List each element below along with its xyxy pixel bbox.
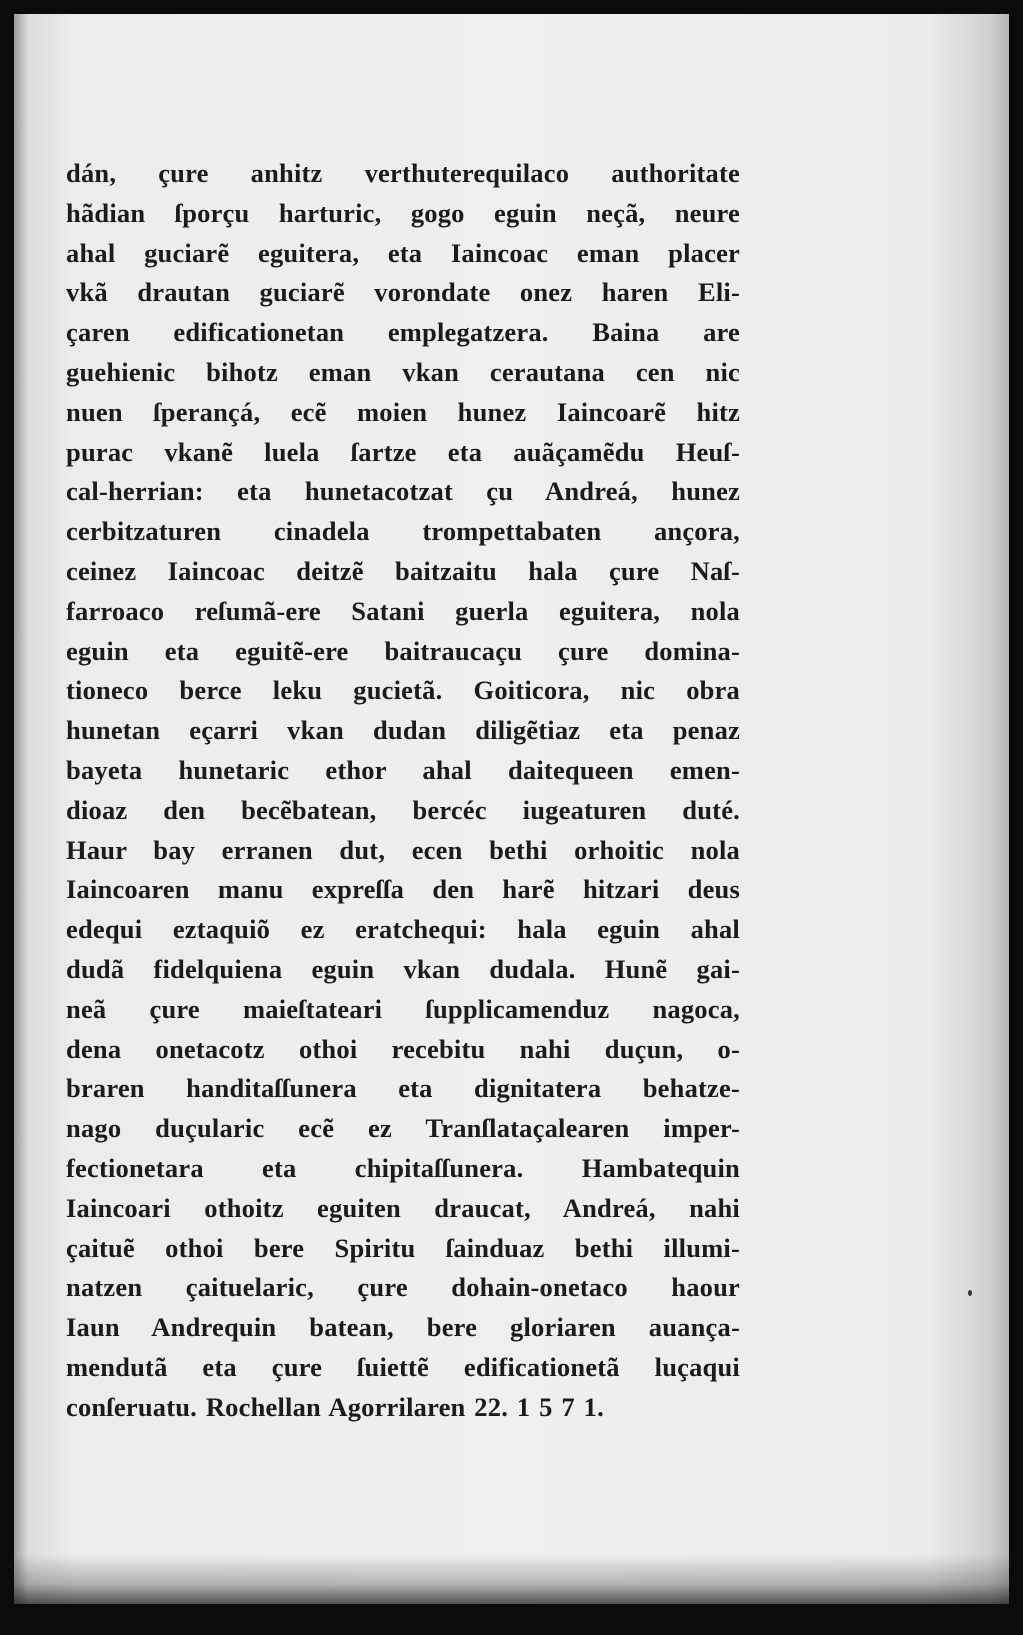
text-line: neã çure maieſtateari ſupplicamenduz nagoca, (66, 993, 740, 1024)
text-line: dena onetacotz othoi recebitu nahi duçun, o- (66, 1033, 740, 1064)
text-line: edequi eztaquiõ ez eratchequi: hala eguin ahal (66, 914, 740, 945)
text-line: hãdian ſporçu harturic, gogo eguin neçã, neure (66, 197, 740, 228)
text-line: fectionetara eta chipitaſſunera. Hambatequin (66, 1152, 740, 1183)
text-line: ceinez Iaincoac deitzẽ baitzaitu hala çure Naſ- (66, 555, 740, 586)
text-line: eguin eta eguitẽ-ere baitraucaçu çure domina- (66, 635, 740, 666)
text-line: ahal guciarẽ eguitera, eta Iaincoac eman placer (66, 237, 740, 268)
text-line: dioaz den becẽbatean, bercéc iugeaturen duté. (66, 794, 740, 825)
text-line: çaren edificationetan emplegatzera. Baina are (66, 317, 740, 348)
ink-speck (968, 1290, 972, 1296)
text-line: dudã fidelquiena eguin vkan dudala. Hunẽ gai- (66, 953, 740, 984)
text-line: tioneco berce leku gucietã. Goiticora, nic obra (66, 675, 740, 706)
page-bottom-shadow (14, 1554, 1009, 1604)
text-line: farroaco reſumã-ere Satani guerla eguitera, nola (66, 595, 740, 626)
text-line: dán, çure anhitz verthuterequilaco authoritate (66, 158, 740, 188)
text-line: Iaincoaren manu expreſſa den harẽ hitzari deus (66, 874, 740, 905)
text-line: Haur bay erranen dut, ecen bethi orhoitic nola (66, 834, 740, 865)
text-line: braren handitaſſunera eta dignitatera behatze- (66, 1073, 740, 1104)
text-line: cerbitzaturen cinadela trompettabaten ançora, (66, 516, 740, 547)
text-line: natzen çaituelaric, çure dohain-onetaco haour (66, 1272, 740, 1303)
book-page (14, 14, 1009, 1604)
text-line: nago duçularic ecẽ ez Tranſlataçalearen imper- (66, 1113, 740, 1144)
text-line: vkã drautan guciarẽ vorondate onez haren Eli- (66, 277, 740, 308)
text-line: hunetan eçarri vkan dudan diligẽtiaz eta penaz (66, 715, 740, 746)
text-line: purac vkanẽ luela ſartze eta auãçamẽdu Heuſ- (66, 436, 740, 467)
text-line: guehienic bihotz eman vkan cerautana cen nic (66, 356, 740, 387)
text-line: Iaincoari othoitz eguiten draucat, Andreá, nahi (66, 1192, 740, 1223)
text-line: bayeta hunetaric ethor ahal daitequeen emen- (66, 754, 740, 785)
text-line-dateline: conſeruatu. Rochellan Agorrilaren 22. 1 5 7 1. (66, 1391, 604, 1422)
text-line: cal-herrian: eta hunetacotzat çu Andreá, hunez (66, 476, 740, 507)
text-line: çaituẽ othoi bere Spiritu ſainduaz bethi illumi- (66, 1232, 740, 1263)
text-line: nuen ſperançá, ecẽ moien hunez Iaincoarẽ hitz (66, 396, 740, 427)
text-line: Iaun Andrequin batean, bere gloriaren auança- (66, 1312, 740, 1343)
text-line: mendutã eta çure ſuiettẽ edificationetã luçaqui (66, 1351, 740, 1382)
body-text (66, 154, 740, 1428)
